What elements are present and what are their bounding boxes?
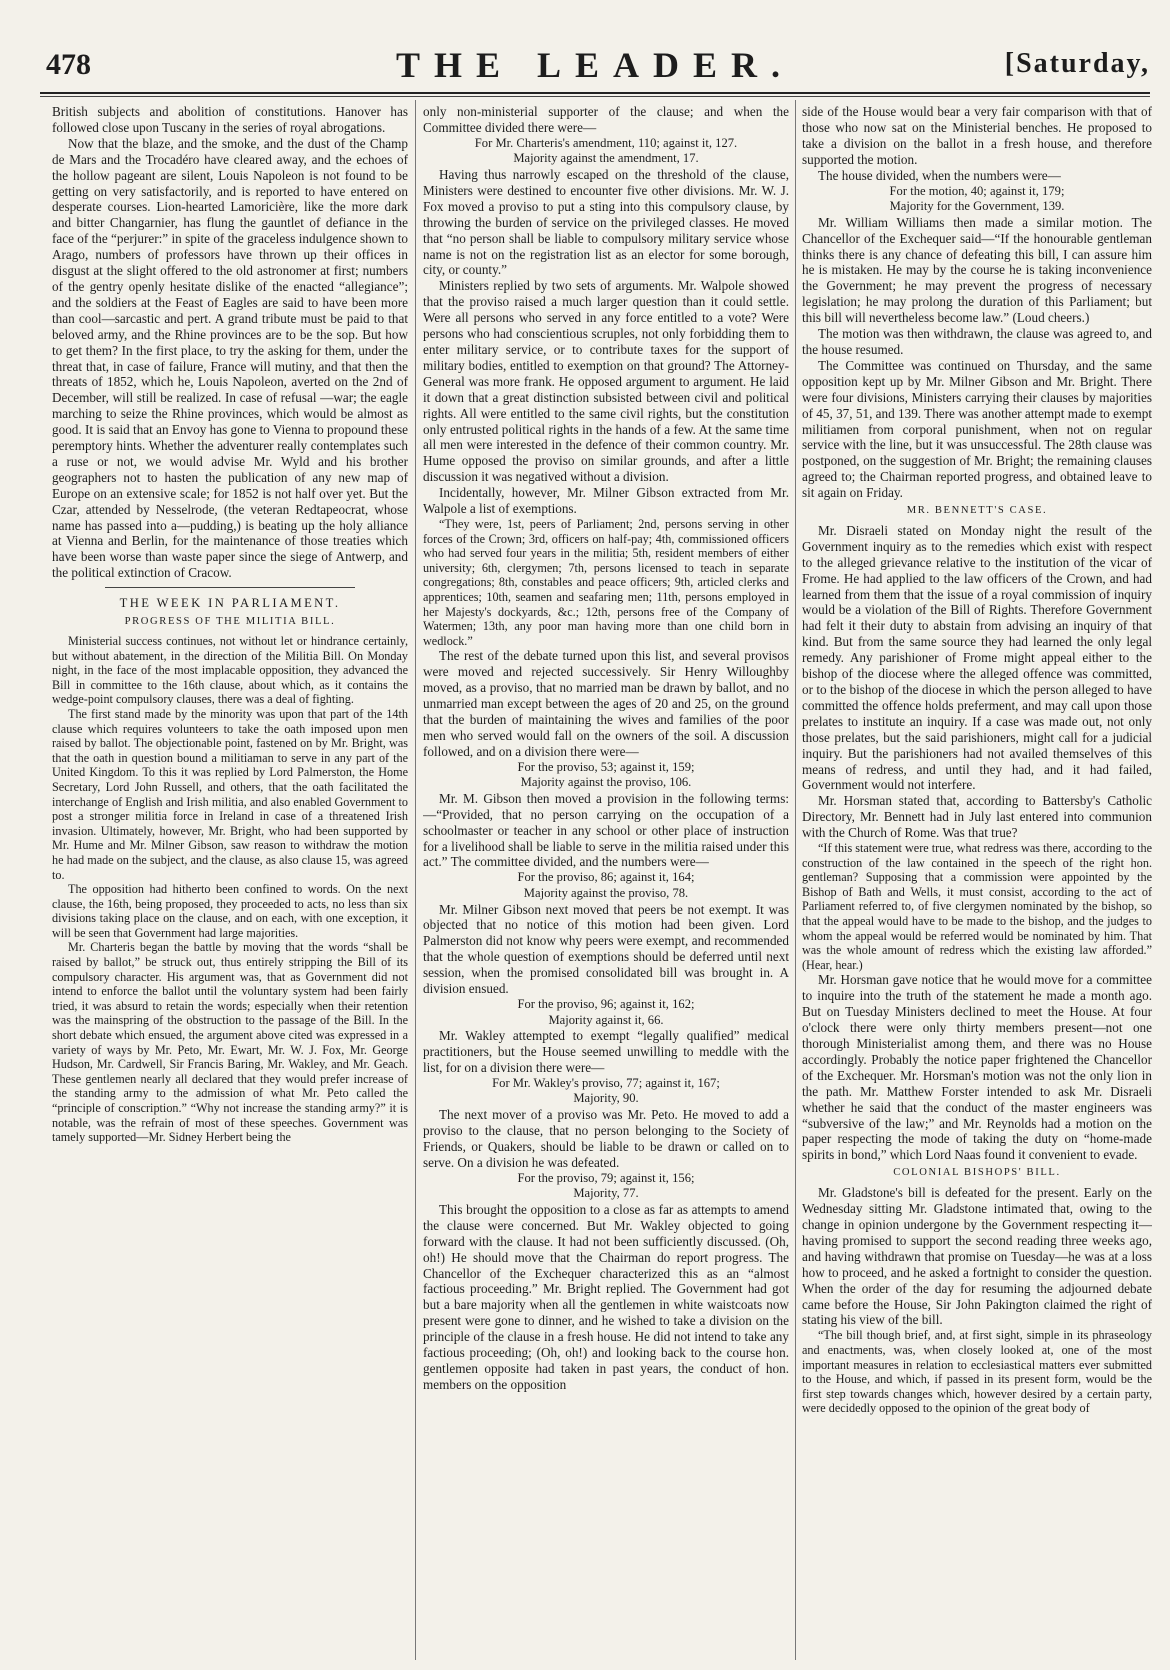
paragraph: The motion was then withdrawn, the clause was agreed to, and the house resumed. bbox=[802, 326, 1152, 357]
paragraph: Now that the blaze, and the smoke, and the dust of the Champ de Mars and the Trocadéro have cleared away, and the echoes of the hollow pageant are silent, Louis Napoleon is not found to be getting on very satisfactorily, and is reported to have entered on desperate courses. Lion-hearted Lamoricière, like the more dark and bitter Changarnier, has flung the gauntlet of defiance in the face of the “perjurer:” in spite of the graceless indulgence shown to Arago, numbers of professors have thrown up their offices in disgust at the slight offered to the old astronomer at first; numbers of the gentry openly hesitate dislike of the enacted “allegiance”; and the soldiers at the Feast of Eagles are said to have been more than cool—sarcastic and pert. A grand tribute must be paid to that beloved army, and the Rhine provinces are to be the sop. But how to get them? In the first place, to try the asking for them, under the threat that, in case of failure, France will mutiny, and that then the threats of 1852, which he, Louis Napoleon, averted on the 2nd of December, will still be realized. In case of refusal —war; the eagle marching to seize the Rhine provinces, which would be almost as good. It is said that an Envoy has gone to Vienna to propound these peremptory hints. Whether the adventurer really contemplates such a ruse or not, we would advise Mr. Wyld and his brother geographers not to hasten the publication of any new map of Europe on an extensive scale; for 1852 is not half over yet. But the Czar, attended by Nesselrode, (the veteran Redtapeocrat, whose name has passed into a—pudding,) is beating up the holy alliance at Vienna and Berlin, for the maintenance of those treaties which have been worse than waste paper since the siege of Antwerp, and the political extinction of Cracow. bbox=[52, 135, 408, 581]
paragraph: Mr. M. Gibson then moved a provision in the following terms:—“Provided, that no person carrying on the occupation of a schoolmaster or teacher in any school or other place of instruction for a livelihood shall be liable to serve in the militia raised under this act.” The committee divided, and the numbers were— bbox=[423, 790, 789, 870]
paragraph: Mr. Charteris began the battle by moving that the words “shall be raised by ballot,” be struck out, thus entirely stripping the Bill of its compulsory character. His argument was, that as Government did not intend to enforce the ballot until the voluntary system had been fairly tried, it was absurd to retain the words; especially when their retention was the mainspring of the obstruction to the passage of the Bill. In the short debate which ensued, the argument above cited was expressed in a variety of ways by Mr. Peto, Mr. Ewart, Mr. W. J. Fox, Mr. George Hudson, Mr. Cardwell, Sir Francis Baring, Mr. Wakley, and Mr. Geach. These gentlemen nearly all declared that they would prefer increase of the standing army to the admission of what Mr. Peto called the “principle of conscription.” “Why not increase the standing army?” it is notable, was the refrain of most of these speeches. Government was tamely supported—Mr. Sidney Herbert being the bbox=[52, 940, 408, 1145]
paragraph: only non-ministerial supporter of the clause; and when the Committee divided there were— bbox=[423, 104, 789, 135]
paragraph: This brought the opposition to a close as far as attempts to amend the clause were concerned. But Mr. Wakley objected to going forward with the clause. It had not been sufficiently discussed. (Oh, oh!) He should move that the Chairman do report progress. The Chancellor of the Exchequer characterized this as an “almost factious proceeding.” Mr. Bright replied. The Government had got but a bare majority when all the gentlemen in white waistcoats now present were gone to dinner, and he wished to take a division on the principle of the clause in a fresh house. He did not intend to take any factious proceeding; (Oh, oh!) and looking back to the course hon. gentlemen opposite had taken in past years, the conduct of hon. members on the opposition bbox=[423, 1201, 789, 1392]
column-divider bbox=[415, 100, 416, 1660]
division-majority: Majority, 77. bbox=[573, 1186, 639, 1201]
quotation: “If this statement were true, what redress was there, according to the construction of the law contained in the speech of the right hon. gentleman? Supposing that a commission were appointed by the Bishop of Bath and Wells, it must consist, according to the act of Parliament referred to, of five clergymen nominated by the bishop, so that the appeal would have to be made to the bishop, and the judges to whom the appeal would be referred would be nominated by him. That was the whole amount of redress which the existing law afforded.” (Hear, hear.) bbox=[802, 841, 1152, 972]
paragraph: Ministers replied by two sets of arguments. Mr. Walpole showed that the proviso raised a much larger question than it could settle. Were all persons who served in any force entitled to a vote? Were persons who had conscientious scruples, not only forbidding them to enter military service, or to contribute taxes for the support of military bodies, entitled to exemption on that ground? The Attorney-General was more frank. He opposed argument to argument. He laid it down that a great distinction subsisted between civil and political rights. All were entitled to the same civil rights, but the constitution only entrusted political rights in the hands of a few. At the same time all men were interested in the defence of their common country. Mr. Hume opposed the proviso on similar grounds, and after a little discussion it was negatived without a division. bbox=[423, 278, 789, 485]
division-result: For the proviso, 86; against it, 164; bbox=[517, 870, 695, 885]
paragraph: Mr. Milner Gibson next moved that peers be not exempt. It was objected that no notice of this motion had been given. Lord Palmerston did not know why peers were exempt, and recommended that the whole question of exemptions should be deferred until next session, when the promised consolidated bill was brought in. A division ensued. bbox=[423, 901, 789, 997]
paragraph: Mr. William Williams then made a similar motion. The Chancellor of the Exchequer said—“If the honourable gentleman thinks there is any chance of defeating this bill, I can assure him he is mistaken. He may by the course he is taking inconvenience the Government; he may prevent the progress of necessary legislation; he may prolong the duration of this Parliament; but this bill will nevertheless become law.” (Loud cheers.) bbox=[802, 214, 1152, 326]
newspaper-title: THE LEADER. bbox=[395, 45, 795, 85]
division-majority: Majority against the proviso, 106. bbox=[520, 775, 692, 790]
paragraph: Having thus narrowly escaped on the threshold of the clause, Ministers were destined to encounter five other divisions. Mr. W. J. Fox moved a proviso to put a sting into this compulsory clause, by throwing the burden of service on the privileged classes. He moved that “no person shall be liable to compulsory military service whose name is not on the registration list as an elector for some borough, city, or county.” bbox=[423, 167, 789, 278]
paragraph: Mr. Horsman gave notice that he would move for a committee to inquire into the truth of the statement he made a month ago. But on Tuesday Ministers declined to meet the House. At four o'clock there were only thirty members present—not one thorough Ministerialist among them, and there was no House accordingly. Probably the notice paper frightened the Chancellor of the Exchequer. Mr. Horsman's motion was not the only lion in the path. Mr. Matthew Forster intended to ask Mr. Disraeli whether he said that the conduct of the master engineers was “subversive of the law;” and Mr. Reynolds had a motion on the paper respecting the mode of taking the duty on “home-made spirits in bond,” which Lord Naas found it convenient to evade. bbox=[802, 972, 1152, 1163]
column-3 bbox=[802, 104, 1152, 1660]
paragraph: Mr. Wakley attempted to exempt “legally qualified” medical practitioners, but the House seemed unwilling to meddle with the list, for on a division there were— bbox=[423, 1028, 789, 1075]
paragraph: The Committee was continued on Thursday, and the same opposition kept up by Mr. Milner Gibson and Mr. Bright. There were four divisions, Ministers carrying their clauses by majorities of 45, 37, 51, and 139. There was another attempt made to exempt militiamen from corporal punishment, when not on regular service with the line, but it was unsuccessful. The 28th clause was postponed, on the suggestion of Mr. Bright; the remaining clauses agreed to; the Chairman reported progress, and obtained leave to sit again on Friday. bbox=[802, 357, 1152, 501]
paragraph: Mr. Gladstone's bill is defeated for the present. Early on the Wednesday sitting Mr. Gladstone intimated that, owing to the change in opinion undergone by the Government respecting it—having promised to support the second reading three weeks ago, and having withdrawn that promise on Tuesday—he was at a loss how to proceed, and he asked a fortnight to consider the question. When the order of the day for resuming the adjourned debate came before the House, Sir John Pakington claimed the right of stating his view of the bill. bbox=[802, 1185, 1152, 1328]
masthead bbox=[40, 44, 1150, 88]
paragraph: The first stand made by the minority was upon that part of the 14th clause which requires volunteers to take the oath imposed upon men raised by ballot. The objectionable point, fastened on by Mr. Bright, was that the oath in question bound a militiaman to serve in any part of the United Kingdom. To this it was replied by Lord Palmerston, the Home Secretary, Lord John Russell, and others, that the oath facilitated the interchange of English and Irish militia, and also enabled Government to post a stronger militia force in Ireland in case of a threatened Irish invasion. Ultimately, however, Mr. Bright, who had been supported by Mr. Hume and Mr. Milner Gibson, saw reason to withdraw the motion he had made on the subject, and the clause, as also clause 15, was agreed to. bbox=[52, 706, 408, 882]
issue-day: [Saturday, bbox=[1004, 48, 1150, 79]
paragraph: Incidentally, however, Mr. Milner Gibson extracted from Mr. Walpole a list of exemptions. bbox=[423, 485, 789, 517]
paragraph: The house divided, when the numbers were— bbox=[818, 167, 1061, 183]
division-result: For the proviso, 79; against it, 156; bbox=[517, 1170, 695, 1185]
section-subheading: COLONIAL BISHOPS' BILL. bbox=[893, 1167, 1061, 1179]
division-result: For the motion, 40; against it, 179; bbox=[889, 183, 1065, 198]
masthead-rule bbox=[40, 92, 1150, 94]
paragraph: The rest of the debate turned upon this list, and several provisos were moved and rejected successively. Sir Henry Willoughby moved, as a proviso, that no married man be drawn by ballot, and no unmarried man except between the ages of 20 and 25, on the ground that the burden of maintaining the wives and families of the poor men who served would fall on the owners of the soil. A discussion followed, and on a division there were— bbox=[423, 648, 789, 759]
paragraph: Mr. Disraeli stated on Monday night the result of the Government inquiry as to the remedies which exist with respect to the alleged grievance relative to the institution of the vicar of Frome. He had applied to the law officers of the Crown, and had learned from them that the issue of a royal commission of inquiry would be a violation of the Bill of Rights. Therefore Government had felt it their duty to abstain from advising an inquiry of that kind. But from the same source they had learned the only legal remedy. Any parishioner of Frome might appeal either to the bishop of the diocese where the alleged offence was committed, or to the bishop of the diocese in which the person alleged to have committed the offence holds preferment, and may call upon those prelates to institute an inquiry. If a case was made out, not only those prelates, but the said parishioners, might call for a judicial inquiry. But the parishioners had not availed themselves of this means of redress, and until they had, and it had failed, Government would not interfere. bbox=[802, 522, 1152, 793]
paragraph: side of the House would bear a very fair comparison with that of those who now sat on the Ministerial benches. He proposed to take a division on the ballot in a fresh house, and therefore supported the motion. bbox=[802, 104, 1152, 167]
paragraph: The next mover of a proviso was Mr. Peto. He moved to add a proviso to the clause, that no person belonging to the Society of Friends, or Quakers, should be liable to be drawn or called on to serve. On a division he was defeated. bbox=[423, 1107, 789, 1170]
section-subheading: PROGRESS OF THE MILITIA BILL. bbox=[124, 616, 336, 628]
paragraph: British subjects and abolition of constitutions. Hanover has followed close upon Tuscany in the series of royal abrogations. bbox=[52, 104, 408, 135]
paragraph: Mr. Horsman stated that, according to Battersby's Catholic Directory, Mr. Bennett had in July last entered into communion with the Church of Rome. Was that true? bbox=[802, 793, 1152, 841]
division-result: For Mr. Charteris's amendment, 110; against it, 127. bbox=[474, 135, 738, 150]
column-2 bbox=[423, 104, 789, 1660]
section-subheading: MR. BENNETT'S CASE. bbox=[906, 505, 1048, 517]
quotation: “The bill though brief, and, at first sight, simple in its phraseology and enactments, was, when closely looked at, one of the most important measures in relation to ecclesiastical matters ever submitted to the House, and which, if passed in its present form, would be the first step towards changes which, however desired by a certain party, were decidedly opposed to the opinion of the great body of bbox=[802, 1328, 1152, 1416]
section-rule bbox=[105, 587, 354, 588]
section-heading: THE WEEK IN PARLIAMENT. bbox=[119, 596, 341, 611]
column-divider bbox=[795, 100, 796, 1660]
quotation: “They were, 1st, peers of Parliament; 2nd, persons serving in other forces of the Crown; 3rd, officers on half-pay; 4th, commissioned officers who had served four years in the militia; 5th, resident members of either university; 6th, clergymen; 7th, persons licensed to teach in separate congregations; 8th, constables and peace officers; 9th, articled clerks and apprentices; 10th, seamen and seafaring men; 11th, persons employed in her Majesty's dockyards, &c.; 12th, persons free of the Company of Watermen; 13th, any poor man having more than one child born in wedlock.” bbox=[423, 516, 789, 648]
division-majority: Majority for the Government, 139. bbox=[889, 199, 1065, 214]
division-result: For the proviso, 53; against it, 159; bbox=[517, 759, 695, 774]
column-1 bbox=[52, 104, 408, 1660]
page-number: 478 bbox=[46, 48, 91, 81]
paragraph: The opposition had hitherto been confined to words. On the next clause, the 16th, being proposed, they proceeded to acts, no less than six divisions taking place on the clause, and on each, with one exception, it will be seen that Government had large majorities. bbox=[52, 882, 408, 940]
division-result: For Mr. Wakley's proviso, 77; against it, 167; bbox=[492, 1075, 720, 1090]
division-majority: Majority against it, 66. bbox=[548, 1012, 664, 1027]
division-majority: Majority, 90. bbox=[573, 1091, 639, 1106]
division-majority: Majority against the proviso, 78. bbox=[523, 885, 689, 900]
division-result: For the proviso, 96; against it, 162; bbox=[517, 996, 695, 1011]
division-majority: Majority against the amendment, 17. bbox=[513, 151, 699, 166]
paragraph: Ministerial success continues, not without let or hindrance certainly, but without abatement, in the direction of the Militia Bill. On Monday night, in the face of the most implacable opposition, they advanced the Bill in committee to the 16th clause, about which, as it contains the wedge-point compulsory clauses, there was a deal of fighting. bbox=[52, 634, 408, 707]
masthead-rule-thin bbox=[40, 96, 1150, 97]
